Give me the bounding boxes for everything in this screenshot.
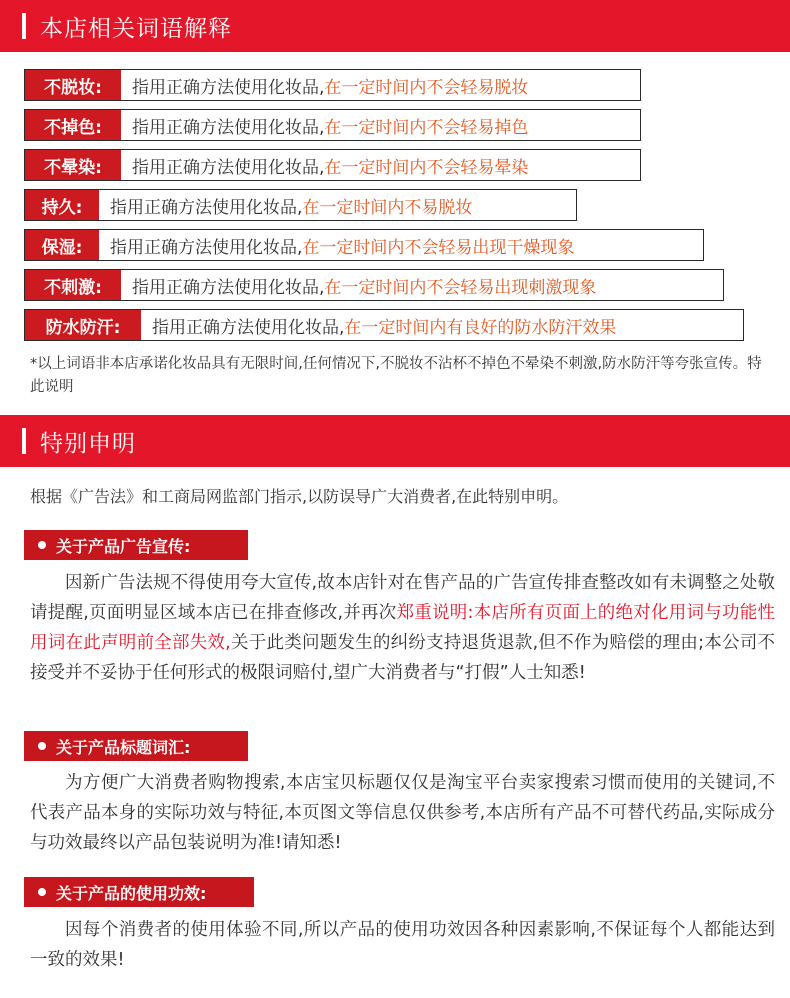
term-row xyxy=(24,309,744,341)
bullet-dot-icon xyxy=(38,742,46,750)
term-label: 不掉色: xyxy=(25,110,121,140)
intro-text: 根据《广告法》和工商局网监部门指示,以防误导广大消费者,在此特别申明。 xyxy=(30,487,569,506)
term-row xyxy=(24,189,577,221)
sub-heading-efficacy: 关于产品的使用功效: xyxy=(24,877,254,907)
term-description: 指用正确方法使用化妆品,在一定时间内不会轻易掉色 xyxy=(132,117,529,138)
term-row xyxy=(24,149,641,181)
term-description: 指用正确方法使用化妆品,在一定时间内不会轻易脱妆 xyxy=(132,77,529,98)
term-row xyxy=(24,109,641,141)
term-row xyxy=(24,229,704,261)
term-description: 指用正确方法使用化妆品,在一定时间内不会轻易晕染 xyxy=(132,157,529,178)
term-row xyxy=(24,69,641,101)
term-label: 保湿: xyxy=(25,230,99,260)
bullet-dot-icon xyxy=(38,541,46,549)
term-label: 持久: xyxy=(25,190,99,220)
term-label: 防水防汗: xyxy=(25,310,141,340)
term-description: 指用正确方法使用化妆品,在一定时间内不易脱妆 xyxy=(110,197,473,218)
paragraph-advertising: 因新广告法规不得使用夸大宣传,故本店针对在售产品的广告宣传排查整改如有未调整之处敬请提醒,页面明显区域本店已在排查修改,并再次郑重说明:本店所有页面上的绝对化用词与功能性用词在此声明前全部失效,关于此类问题发生的纠纷支持退货退款,但不作为赔偿的理由;本公司不接受并不妥协于任何形式的极限词赔付,望广大消费者与“打假”人士知悉! xyxy=(30,573,775,683)
sub-heading-title-words: 关于产品标题词汇: xyxy=(24,731,248,761)
term-label: 不脱妆: xyxy=(25,70,121,100)
term-description: 指用正确方法使用化妆品,在一定时间内不会轻易出现干燥现象 xyxy=(110,237,575,258)
paragraph-efficacy: 因每个消费者的使用体验不同,所以产品的使用功效因各种因素影响,不保证每个人都能达到一致的效果! xyxy=(30,920,775,970)
section-header-statement xyxy=(0,415,790,467)
section-title: 本店相关词语解释 xyxy=(40,15,232,42)
disclaimer-note: *以上词语非本店承诺化妆品具有无限时间,任何情况下,不脱妆不沾杯不掉色不晕染不刺激,防水防汗等夸张宣传。特此说明 xyxy=(30,356,762,395)
section-header-terms xyxy=(0,0,790,52)
term-description: 指用正确方法使用化妆品,在一定时间内不会轻易出现刺激现象 xyxy=(132,277,597,298)
term-label: 不晕染: xyxy=(25,150,121,180)
section-title: 特别申明 xyxy=(40,430,136,457)
term-label: 不刺激: xyxy=(25,270,121,300)
paragraph-title-words: 为方便广大消费者购物搜索,本店宝贝标题仅仅是淘宝平台卖家搜索习惯而使用的关键词,不代表产品本身的实际功效与特征,本页图文等信息仅供参考,本店所有产品不可替代药品,实际成分与功效最终以产品包装说明为准!请知悉! xyxy=(30,773,775,853)
sub-heading-advertising: 关于产品广告宣传: xyxy=(24,530,248,560)
header-pipe xyxy=(22,428,26,454)
term-description: 指用正确方法使用化妆品,在一定时间内有良好的防水防汗效果 xyxy=(152,317,617,338)
header-pipe xyxy=(22,13,26,39)
bullet-dot-icon xyxy=(38,888,46,896)
term-row xyxy=(24,269,724,301)
